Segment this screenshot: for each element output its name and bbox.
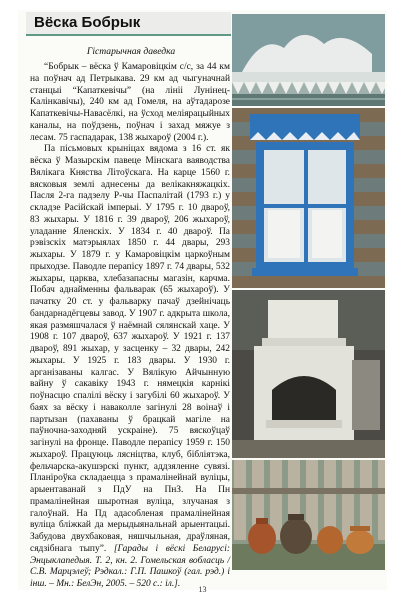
page-number: 13 (198, 585, 207, 594)
page (18, 10, 387, 590)
photo-clay-pots (232, 460, 385, 570)
photo-stove (232, 290, 385, 458)
page-title: Вёска Бобрык (34, 14, 141, 31)
section-subtitle: Гістарычная даведка (86, 46, 176, 57)
reference-citation: [Гарады і вёскі Беларусі: Энцыклапедыя. Т. 2, кн. 2. Гомельская вобласць / С.В. Марцэлеў; Рэдкал.: Г.П. Пашкоў (гал. рэд.) і інш. – Мн.: БелЭн, 2005. – 520 с.: іл.]. (30, 543, 231, 589)
photo-carved-gable (232, 14, 385, 106)
paragraph-history (30, 144, 230, 591)
article-text (30, 62, 230, 591)
photo-carved-window (232, 108, 385, 288)
paragraph-intro: “Бобрык – вёска ў Камаровіцкім с/с, за 44 км на поўнач ад Петрыкава. 29 км ад чыгуначнай станцыі “Капаткевічы” (на лініі Лунінец-Калінкавічы), 240 км ад Гомеля, на аўтадарозе Капаткевічы-Навасёлкі, на ўсход меліярацыйных каналы, на поўдзень, поўнач і захад мяжуе з лесам. 75 гаспадарак, 138 жыхароў (2004 г.). (30, 62, 230, 143)
paragraph-history-text: Па пісьмовых крыніцах вядома з 16 ст. як вёска ў Мазырскім павеце Мінскага ваяводства Вялікага Княства Літоўскага. На карце 1560 г. вясковыя землі аднесены да велікакняжацкіх. Пасля 2-га падзелу Р-чы Паспалітай (1793 г.) у складзе Расійскай імперыі. У 1795 г. 10 двароў, 83 жыхары. У 1816 г. 39 двароў, 206 жыхароў, уладанне Яленскіх. У 1834 г. 40 двароў. Па рэвізскіх матэрыялах 1850 г. 44 двары, 293 жыхары. У 1879 г. у Камаровіцкім царкоўным прыходзе. Паводле перапісу 1897 г. 74 двары, 532 жыхары, царква, хлебазапасны магазін, карчма. Побач аднайменны фальварак (65 жыхароў). У пачатку 20 ст. у фальварку пачаў дзейнічаць бандарнадёгцевы завод. У 1907 г. адкрыта школа, якая размяшчалася ў наёмнай сялянскай хаце. У 1908 г. 107 двароў, 637 жыхароў. У 1921 г. 137 двароў, 891 жыхар, у засценку – 32 двары, 242 жыхары. У 1925 г. 183 двары. У 1930 г. арганізаваны калгас. У Вялікую Айчынную вайну ў сакавіку 1943 г. нямецкія карнікі поўнасцю спалілі вёску і загубілі 60 жыхароў. У баях за вёску і наваколле загінулі 28 воінаў і партызан (пахаваны ў брацкай магіле на паўночна-заходняй ускраіне). 75 вяскоўцаў загінулі на фронце. Паводле перапісу 1959 г. 150 жыхароў. Працуюць лясніцтва, клуб, бібліятэка, фельчарска-акушэрскі пункт, аддзяленне сувязі. Планіроўка складаецца з прамалінейнай вуліцы, арыентаванай з ПдУ на ПнЗ. На Пн прамалінейная шыротная вуліца, злучаная з галоўнай. На Пд адасобленая прамалінейная вуліца бліжкай да мерыдыянальнай арыентацыі. Забудова двухбаковая, няшчыльная, драўляная, сядзібнага тыпу”. (30, 144, 230, 554)
title-bar (26, 12, 231, 36)
